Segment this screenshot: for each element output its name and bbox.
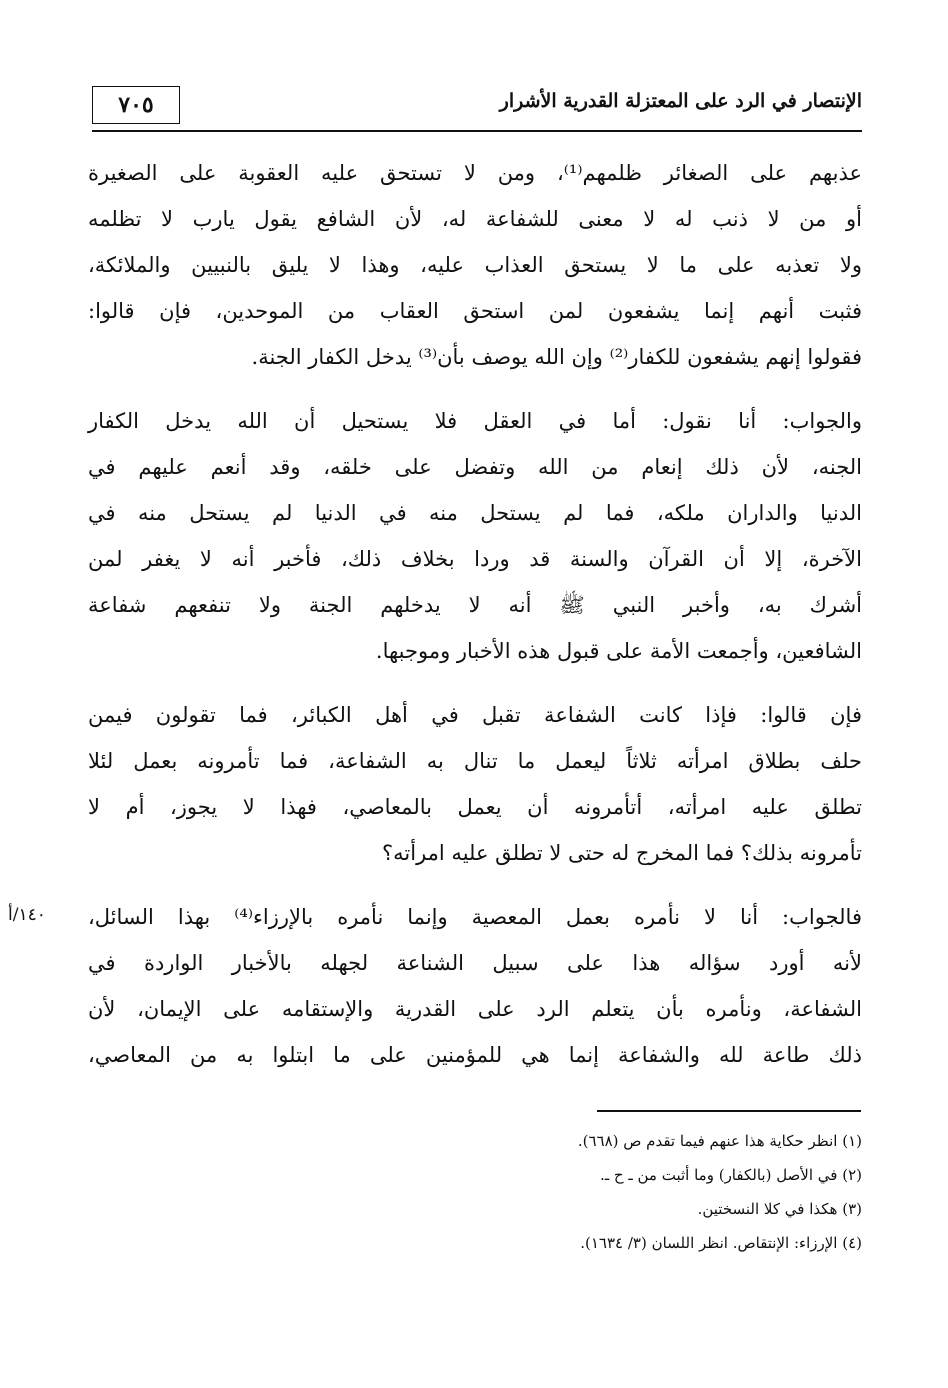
main-text xyxy=(88,150,862,1096)
page-header xyxy=(92,82,862,132)
text-line: الآخرة، إلا أن القرآن والسنة قد وردا بخلاف ذلك، فأخبر أنه لا يغفر لمن xyxy=(88,547,862,571)
text-line: حلف بطلاق امرأته ثلاثاً ليعمل ما تنال به الشفاعة، فما تأمرونه بعمل لئلا xyxy=(88,749,862,773)
text-line: تأمرونه بذلك؟ فما المخرج له حتى لا تطلق عليه امرأته؟ xyxy=(382,841,862,865)
text-line: الشافعين، وأجمعت الأمة على قبول هذه الأخبار وموجبها. xyxy=(375,639,862,663)
footnotes xyxy=(260,1124,862,1260)
footnote-separator xyxy=(597,1110,861,1112)
footnote-1: (١) انظر حكاية هذا عنهم فيما تقدم ص (٦٦٨). xyxy=(577,1132,862,1150)
page-number: ٧٠٥ xyxy=(92,86,180,124)
text-line: والجواب: أنا نقول: أما في العقل فلا يستحيل أن الله يدخل الكفار xyxy=(88,409,862,433)
text-line: فثبت أنهم إنما يشفعون لمن استحق العقاب من الموحدين، فإن قالوا: xyxy=(88,299,862,323)
footnote-3: (٣) هكذا في كلا النسختين. xyxy=(697,1200,862,1218)
text-line: الدنيا والداران ملكه، فما لم يستحل منه في الدنيا لم يستحل منه في xyxy=(88,501,862,525)
footnote-4: (٤) الإرزاء: الإنتقاص. انظر اللسان (٣/ ١٦٣٤). xyxy=(580,1234,862,1252)
text-line: فإن قالوا: فإذا كانت الشفاعة تقبل في أهل الكبائر، فما تقولون فيمن xyxy=(88,703,862,727)
text-line: الشفاعة، ونأمره بأن يتعلم الرد على القدرية والإستقامه على الإيمان، لأن xyxy=(88,997,862,1021)
text-line: ذلك طاعة لله والشفاعة إنما هي للمؤمنين على ما ابتلوا به من المعاصي، xyxy=(88,1043,862,1067)
text-line: فالجواب: أنا لا نأمره بعمل المعصية وإنما نأمره بالإرزاء⁽⁴⁾ بهذا السائل، xyxy=(88,905,862,929)
paragraph-4 xyxy=(88,894,862,1078)
paragraph-2 xyxy=(88,398,862,674)
manuscript-folio-note: ١٤٠/أ xyxy=(8,905,46,925)
text-line: ولا تعذبه على ما لا يستحق العذاب عليه، وهذا لا يليق بالنبيين والملائكة، xyxy=(88,253,862,277)
running-title: الإنتصار في الرد على المعتزلة القدرية الأشرار xyxy=(499,90,862,112)
text-line: أو من لا ذنب له لا معنى للشفاعة له، لأن الشافع يقول يارب لا تظلمه xyxy=(88,207,862,231)
text-line: تطلق عليه امرأته، أتأمرونه أن يعمل بالمعاصي، فهذا لا يجوز، أم لا xyxy=(88,795,862,819)
text-line: عذبهم على الصغائر ظلمهم⁽¹⁾، ومن لا تستحق عليه العقوبة على الصغيرة xyxy=(88,161,862,185)
footnote-2: (٢) في الأصل (بالكفار) وما أثبت من ـ ح ـ. xyxy=(599,1166,862,1184)
text-line: أشرك به، وأخبر النبي ﷺ أنه لا يدخلهم الجنة ولا تنفعهم شفاعة xyxy=(88,593,862,617)
paragraph-1 xyxy=(88,150,862,380)
paragraph-3 xyxy=(88,692,862,876)
text-line: لأنه أورد سؤاله هذا على سبيل الشناعة لجهله بالأخبار الواردة في xyxy=(88,951,862,975)
header-rule xyxy=(92,130,862,132)
text-line: الجنه، لأن ذلك إنعام من الله وتفضل على خلقه، وقد أنعم عليهم في xyxy=(88,455,862,479)
text-line: فقولوا إنهم يشفعون للكفار⁽²⁾ وإن الله يوصف بأن⁽³⁾ يدخل الكفار الجنة. xyxy=(251,345,862,369)
